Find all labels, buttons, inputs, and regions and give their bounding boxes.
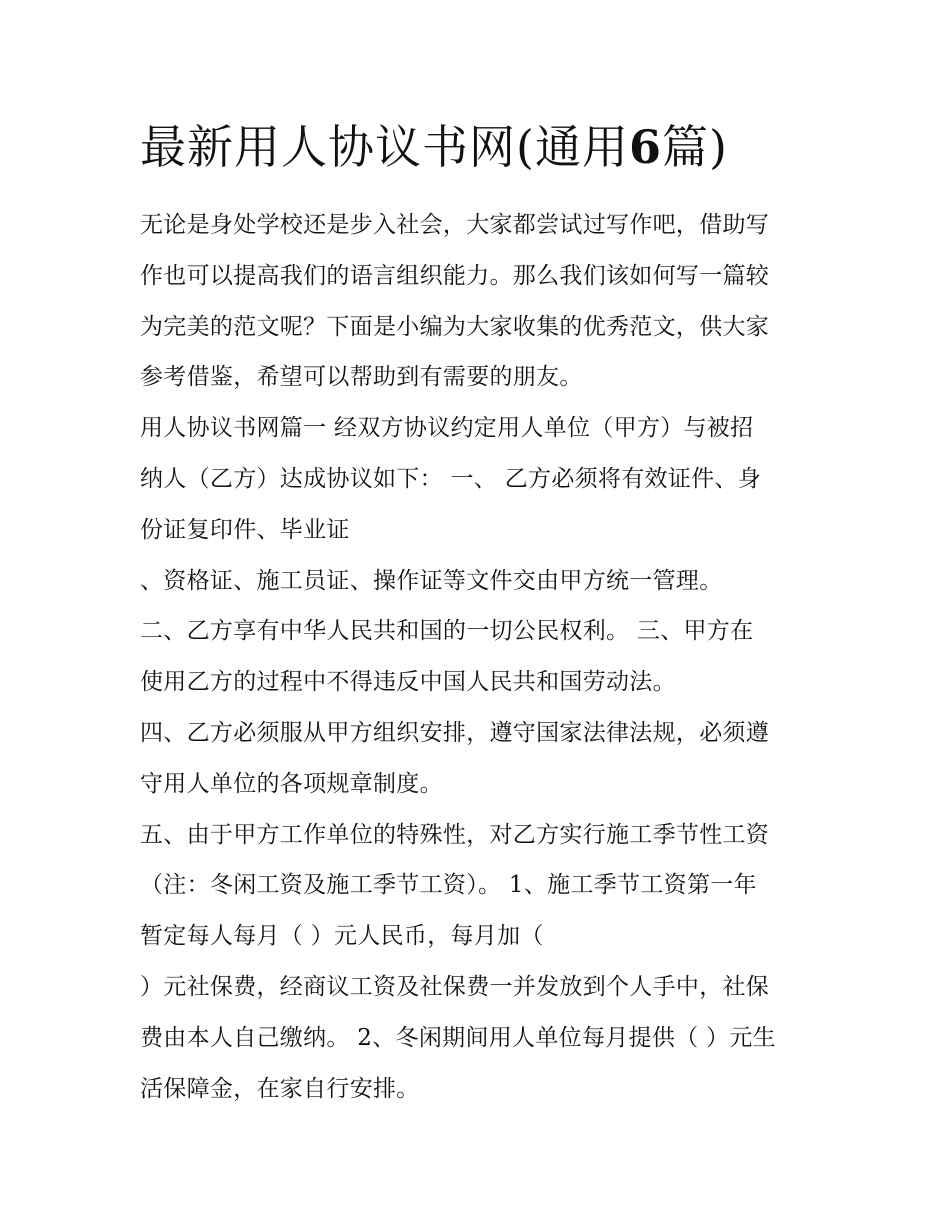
document-title — [140, 112, 820, 182]
title-suffix: 篇) — [661, 120, 728, 174]
title-number: 6 — [628, 120, 662, 174]
body-line: 二、乙方享有中华人民共和国的一切公民权利。 三、甲方在 — [140, 618, 754, 645]
body-line: 份证复印件、毕业证 — [140, 516, 350, 543]
body-line: 作也可以提高我们的语言组织能力。那么我们该如何写一篇较 — [140, 262, 770, 289]
body-line: 费由本人自己缴纳。 2、冬闲期间用人单位每月提供（ ）元生 — [140, 1024, 776, 1051]
document-body — [140, 200, 820, 1114]
title-main: 最新用人协议书网(通用 — [140, 120, 629, 174]
body-line: （注：冬闲工资及施工季节工资）。 1、施工季节工资第一年 — [140, 872, 757, 899]
body-line: 纳人（乙方）达成协议如下： 一、 乙方必须将有效证件、身 — [140, 465, 762, 492]
body-line: 活保障金，在家自行安排。 — [140, 1075, 420, 1102]
body-line: 无论是身处学校还是步入社会，大家都尝试过写作吧，借助写 — [140, 212, 770, 238]
body-line: 为完美的范文呢？下面是小编为大家收集的优秀范文，供大家 — [140, 313, 770, 340]
document-page — [140, 112, 820, 1114]
body-line: 、资格证、施工员证、操作证等文件交由甲方统一管理。 — [140, 567, 723, 594]
body-line: 五、由于甲方工作单位的特殊性，对乙方实行施工季节性工资 — [140, 821, 770, 848]
body-line: 用人协议书网篇一 经双方协议约定用人单位（甲方）与被招 — [140, 415, 754, 442]
body-line: ）元社保费，经商议工资及社保费一并发放到个人手中，社保 — [140, 973, 770, 1000]
body-line: 参考借鉴，希望可以帮助到有需要的朋友。 — [140, 364, 583, 391]
body-line: 守用人单位的各项规章制度。 — [140, 770, 443, 797]
body-line: 四、乙方必须服从甲方组织安排，遵守国家法律法规，必须遵 — [140, 719, 770, 746]
body-line: 暂定每人每月（ ）元人民币，每月加（ — [140, 923, 544, 950]
body-line: 使用乙方的过程中不得违反中国人民共和国劳动法。 — [140, 669, 676, 696]
